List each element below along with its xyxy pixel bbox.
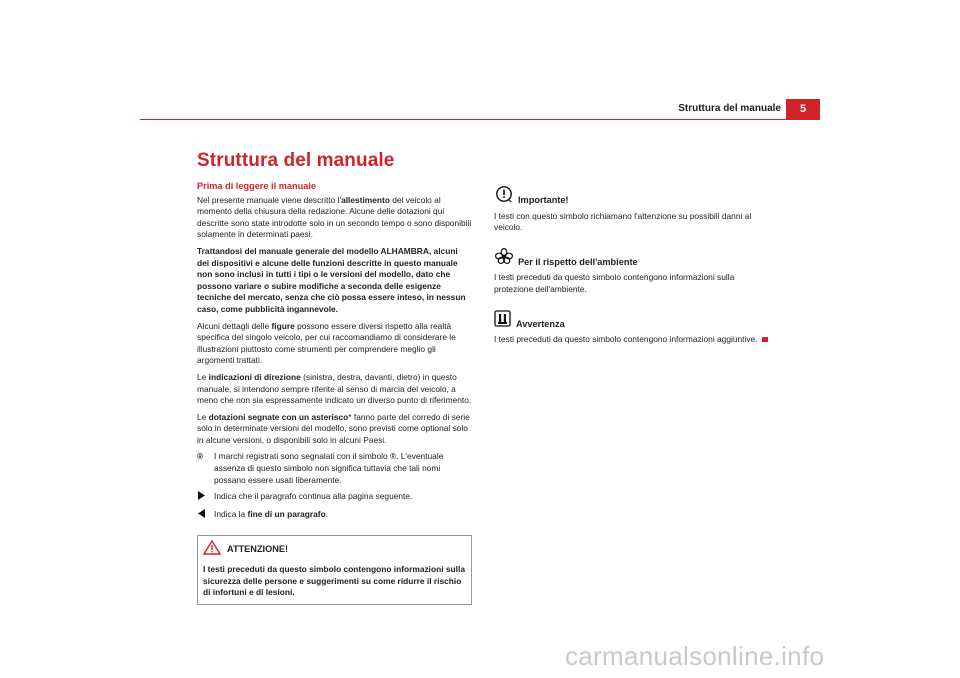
- list-item-continues: Indica che il paragrafo continua alla pagina seguente.: [197, 491, 472, 504]
- right-column: [494, 186, 774, 360]
- page-title: Struttura del manuale: [197, 150, 395, 171]
- warning-body: I testi preceduti da questo simbolo contengono informazioni sulla sicurezza delle persone e suggerimenti su come ridurre il rischio di infortuni e di lesioni.: [203, 564, 465, 598]
- watermark: carmanualsonline.info: [565, 641, 825, 671]
- paragraph-equipment: Nel presente manuale viene descritto l'allestimento del veicolo al momento della chiusura della redazione. Alcune delle dotazioni qui descritte sono state introdotte solo in un secondo tempo o sono disponibili solamente in determinati paesi.: [197, 194, 472, 240]
- note-advice: [494, 310, 774, 346]
- paragraph-general-manual: Trattandosi del manuale generale del modello ALHAMBRA, alcuni dei dispositivi e alcune delle funzioni descritte in questo manuale non sono inclusi in tutti i tipi o le versioni del modello, dato che possono variare o subire modifiche a seconda delle esigenze tecniche del mercato, senza che ciò possa essere inteso, in nessun caso, come pubblicità ingannevole.: [197, 245, 466, 314]
- note-title: Avvertenza: [516, 318, 565, 329]
- registered-trademark-icon: ®: [197, 451, 204, 462]
- list-item-end: Indica la fine di un paragrafo.: [197, 509, 472, 522]
- end-arrow-icon: [197, 509, 214, 522]
- note-body: I testi con questo simbolo richiamano l'attenzione su possibili danni al veicolo.: [494, 210, 752, 233]
- warning-title: ATTENZIONE!: [227, 543, 289, 554]
- note-important: [494, 186, 774, 234]
- list-item-registered: ® I marchi registrati sono segnalati con il simbolo ®. L'eventuale assenza di questo simbolo non significa tuttavia che tali nomi possano essere usati liberamente.: [197, 451, 444, 485]
- note-info-icon: [494, 310, 512, 331]
- note-title: Per il rispetto dell'ambiente: [518, 256, 638, 267]
- header-rule: [140, 119, 820, 120]
- paragraph-asterisk: Le dotazioni segnate con un asterisco* fanno parte del corredo di serie solo in determinate versioni del modello, sono previsti come optional solo in alcune versioni, o disponibili solo in alcuni Paesi.: [197, 411, 470, 445]
- caution-exclamation-icon: [494, 186, 514, 207]
- environment-flower-icon: [494, 248, 514, 269]
- note-body: I testi preceduti da questo simbolo contengono informazioni aggiuntive.: [494, 334, 758, 345]
- running-header-title: Struttura del manuale: [678, 103, 781, 114]
- note-body: I testi preceduti da questo simbolo contengono informazioni sulla protezione dell'ambiente.: [494, 272, 735, 294]
- paragraph-directions: Le indicazioni di direzione (sinistra, destra, davanti, dietro) in questo manuale, si intendono sempre riferite al senso di marcia del veicolo, a meno che non sia espressamente indicato un diverso punto di riferimento.: [197, 371, 472, 406]
- left-column: [197, 181, 472, 605]
- paragraph-figures: Alcuni dettagli delle figure possono essere diversi rispetto alla realtà specifica del singolo veicolo, per cui raccomandiamo di considerare le illustrazioni piuttosto come strumenti per comprendere meglio gli argomenti trattati.: [197, 320, 456, 366]
- warning-triangle-icon: [203, 540, 221, 559]
- continue-arrow-icon: [197, 491, 214, 504]
- page-number: 5: [786, 99, 820, 120]
- warning-box: [197, 535, 472, 604]
- end-of-section-icon: [762, 337, 768, 342]
- note-environment: [494, 248, 774, 296]
- section-subtitle: Prima di leggere il manuale: [197, 181, 316, 191]
- note-title: Importante!: [518, 195, 569, 205]
